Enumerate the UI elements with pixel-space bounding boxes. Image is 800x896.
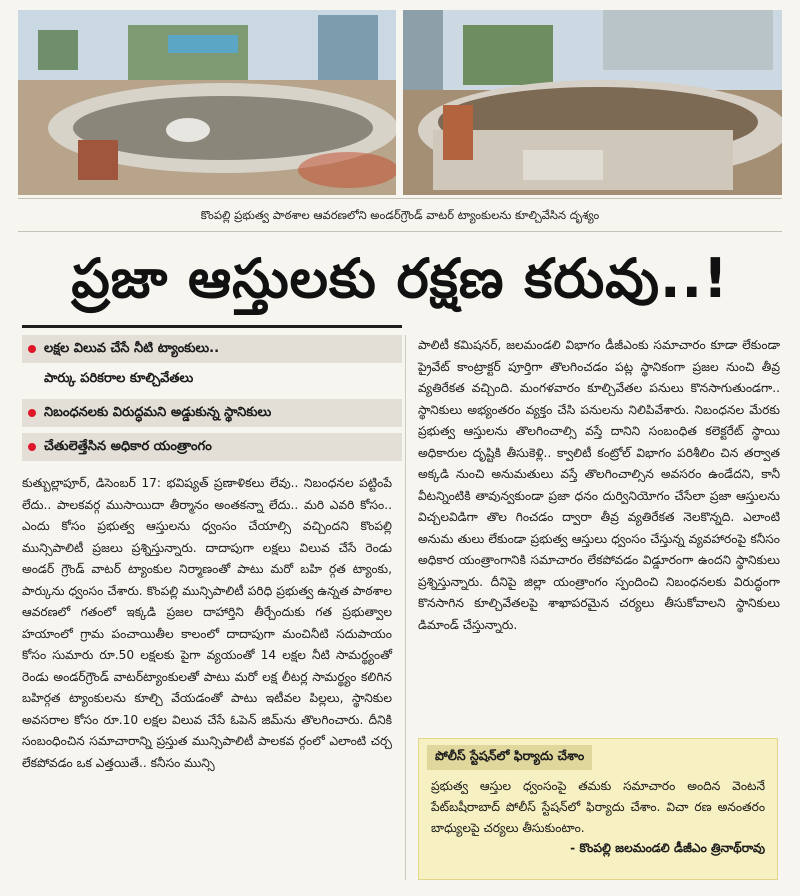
article-body-right: పాలిటీ కమిషనర్, జలమండలి విభాగం డీజీఎంకు సమాచారం కూడా లేకుండా ప్రైవేట్ కాంట్రాక్టర్ పూర్తిగా తొలగించడం పట్ల స్థానికంగా ప్రజల నుంచి తీవ్ర వ్యతిరేకత వచ్చింది. మంగళవారం కూల్చివేతల పనులు కొనసాగుతుండగా.. స్థానికులు అభ్యంతరం వ్యక్తం చేసి పనులను నిలిపివేశారు. నిబంధనల మేరకు ప్రభుత్వ ఆస్తులను తొలగించాల్సి వస్తే దానిని సంబంధిత కలెక్టరేట్ స్థాయి అధికారుల దృష్టికి తీసుకెళ్లి.. క్వాలిటీ కంట్రోల్ విభాగం పరిశీలిం చిన తర్వాత అక్కడి నుంచి అనుమతులు వస్తే తొలగించాల్సిన అవసరం ఉండేదని, కానీ వీటన్నింటికి తావున్వకుండా ప్రజా ధనం దుర్వినియోగం చేసేలా ప్రజా ఆస్తులను విచ్చలవిడిగా తొల గించడం ద్వారా తీవ్ర వ్యతిరేకత నెలకొన్నది. ఎలాంటి అనుమ తులు లేకుండా ప్రభుత్వ ఆస్తులు ధ్వంసం చేస్తున్న వ్యవహారంపై కనీసం అధికార యంత్రాంగానికి సమాచారం లేకపోవడం విడ్డూరంగా ఉందని స్థానికులు ప్రశ్నిస్తున్నారు. దీనిపై జిల్లా యంత్రాంగం స్పందించి నిబంధనలకు విరుద్ధంగా కొనసాగిన కూల్చివేతలపై శాఖాపరమైన చర్యలు తీసుకోవాలని స్థానికులు డిమాండ్ చేస్తున్నారు. [418, 338, 780, 632]
headline-rule [22, 325, 402, 328]
column-divider [405, 335, 406, 880]
demolished-tank-photo-right [403, 10, 782, 195]
quote-box-signature: - కొంపల్లి జలమండలి డీజీఎం త్రినాథ్‌రావు [570, 841, 765, 855]
bullet-icon [28, 345, 36, 353]
quote-box [418, 738, 778, 880]
headline: ప్రజా ఆస్తులకు రక్షణ కరువు..! [71, 247, 729, 310]
bullet-icon [28, 443, 36, 451]
highlight-text: లక్షల విలువ చేసే నీటి ట్యాంకులు.. [44, 341, 220, 356]
bullet-icon [28, 409, 36, 417]
demolished-tank-photo-left [18, 10, 396, 195]
highlight-item [22, 399, 402, 427]
highlight-item [22, 433, 402, 461]
quote-box-body: ప్రభుత్వ ఆస్తుల ధ్వంసంపై తమకు సమాచారం అందిన వెంటనే పేట్‌బషీరాబాద్ పోలీస్ స్టేషన్‌లో ఫిర్యాదు చేశాం. విచా రణ అనంతరం బాధ్యులపై చర్యలు తీసుకుంటాం. [431, 779, 765, 835]
photo-strip [18, 10, 782, 195]
highlight-text: పార్కు పరికరాల కూల్చివేతలు [44, 371, 194, 386]
quote-box-title: పోలీస్ స్టేషన్‌లో ఫిర్యాదు చేశాం [427, 745, 592, 770]
highlights-list [22, 335, 402, 467]
highlight-item-continued [22, 369, 402, 393]
highlight-text: నిబంధనలకు విరుద్ధమని అడ్డుకున్న స్థానికులు [44, 405, 272, 420]
highlight-item [22, 335, 402, 363]
highlight-text: చేతులెత్తేసిన అధికార యంత్రాంగం [44, 439, 212, 454]
article-body-left: కుత్బుల్లాపూర్, డిసెంబర్ 17: భవిష్యత్ ప్రణాళికలు లేవు.. నిబంధనల పట్టింపే లేదు.. పాలకవర్గ ముసాయిదా తీర్మానం అంతకన్నా లేదు.. మరి ఎవరి కోసం.. ఎందు కోసం ప్రభుత్వ ఆస్తులను ధ్వంసం చేయాల్సి వచ్చిందని కొంపల్లి మున్సిపాలిటీ ప్రజలు ప్రశ్నిస్తున్నారు. దాదాపుగా లక్షలు విలువ చేసే రెండు అండర్ గ్రౌండ్ వాటర్ ట్యాంకుల నిర్మాణంతో పాటు మరో బహి ర్గత ట్యాంకు, పార్కును ధ్వంసం చేశారు. కొంపల్లి మున్సిపాలిటీ పరిధి ప్రభుత్వ ఉన్నత పాఠశాల ఆవరణలో గతంలో ఇక్కడి ప్రజల దాహార్తిని తీర్చేందుకు గత ప్రభుత్వాల హయాంలో గ్రామ పంచాయితీల కాలంలో దాదాపుగా మంచినీటి సదుపాయం కోసం సుమారు రూ.50 లక్షలకు పైగా వ్యయంతో 14 లక్షల నీటి సామర్థ్యంతో రెండు అండర్‌గ్రౌండ్ వాటర్‌ట్యాంకులతో పాటు మరో లక్ష లీటర్ల సామర్థ్యం కలిగిన బహిర్గత ట్యాంకులను కూల్చి వేయడంతో పాటు ఇటీవల పిల్లలు, స్థానికుల అవసరాల కోసం రూ.10 లక్షల విలువ చేసే ఓపెన్ జిమ్‌ను తొలగించారు. దీనికి సంబంధించిన సమాచారాన్ని ప్రస్తుత మున్సిపాలిటీ పాలకవ ర్గంలో ఎలాంటి చర్చ లేకపోవడం ఒక ఎత్తయితే.. కనీసం మున్సి [22, 476, 392, 770]
photo-caption: కొంపల్లి ప్రభుత్వ పాఠశాల ఆవరణలోని అండర్‌గ్రౌండ్ వాటర్ ట్యాంకులను కూల్చివేసిన దృశ్యం [18, 198, 782, 232]
